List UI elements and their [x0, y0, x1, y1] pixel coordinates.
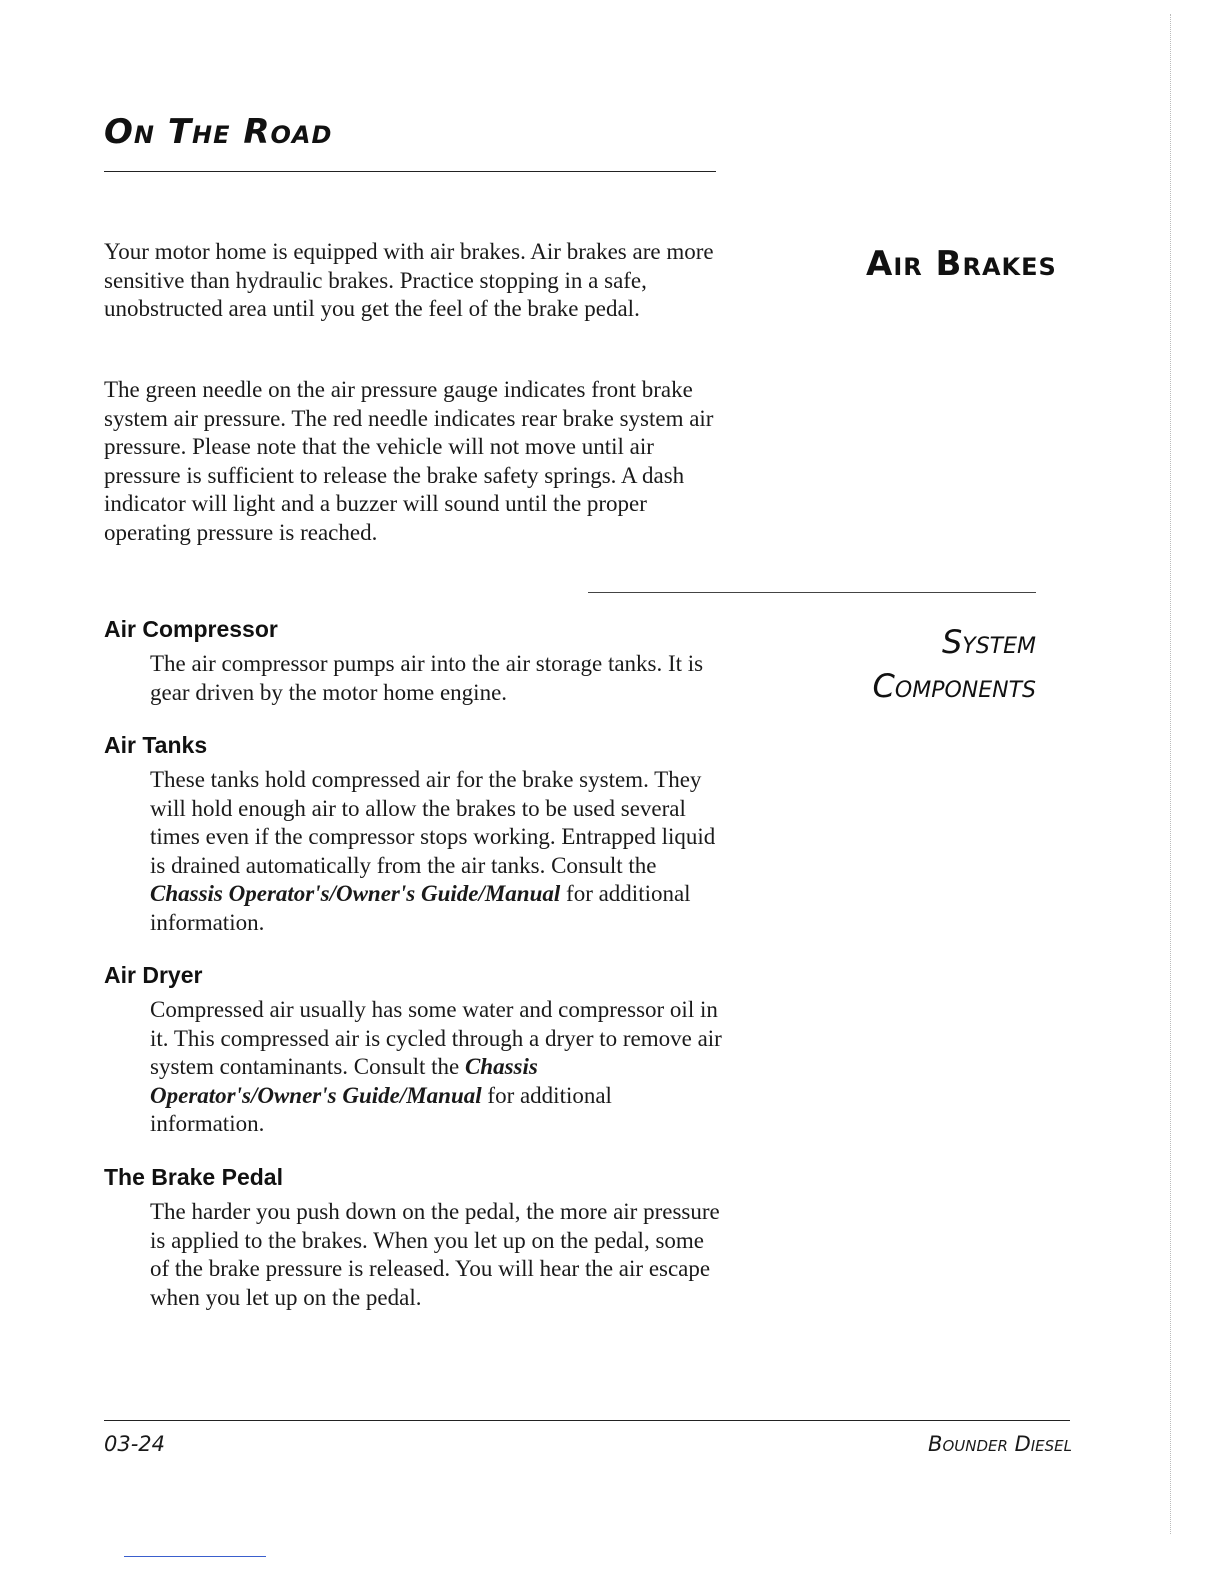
footer-divider: [104, 1420, 1070, 1421]
brake-pedal-body: The harder you push down on the pedal, the more air pressure is applied to the brakes. When you let up on the pedal, some of the brake pressure is released. You will hear the air escape when you let up on the pedal.: [150, 1199, 720, 1310]
air-tanks-body-text: These tanks hold compressed air for the brake system. They will hold enough air to allow the brakes to be used several times even if the compressor stops working. Entrapped liquid is drained automatically from the air tanks. Consult the: [150, 767, 716, 878]
header-divider: [104, 171, 716, 172]
footer-document-title: Bounder Diesel: [928, 1432, 1072, 1456]
air-brakes-paragraph-1: Your motor home is equipped with air brakes. Air brakes are more sensitive than hydraulic brakes. Practice stopping in a safe, unobstructed area until you get the feel of the brake pedal.: [104, 239, 714, 322]
air-compressor-body: The air compressor pumps air into the air storage tanks. It is gear driven by the motor home engine.: [150, 651, 704, 705]
components-heading-line: Components: [872, 667, 1036, 705]
system-heading-line: System: [941, 623, 1036, 661]
section-divider: [588, 592, 1036, 593]
subheading-air-compressor: Air Compressor: [104, 616, 278, 642]
air-dryer-body-text-end: for additional information.: [150, 1082, 612, 1137]
air-dryer-manual-reference: Chassis Operator's/Owner's Guide/Manual: [150, 1054, 538, 1108]
page-header-title: On The Road: [104, 112, 333, 152]
scan-edge-line: [1170, 14, 1172, 1534]
subheading-air-dryer: Air Dryer: [104, 962, 203, 988]
footer-page-number: 03-24: [104, 1432, 166, 1456]
air-brakes-paragraph-2: The green needle on the air pressure gauge indicates front brake system air pressure. The red needle indicates rear brake system air pressure. Please note that the vehicle will not move until air pressure is sufficient to release the brake safety springs. A dash indicator will light and a buzzer will sound until the proper operating pressure is reached.: [104, 377, 714, 545]
air-tanks-body-text-end: for additional information.: [150, 881, 691, 935]
air-tanks-body: [150, 766, 722, 938]
bottom-underline: [124, 1556, 266, 1557]
air-dryer-body-text: Compressed air usually has some water and compressor oil in it. This compressed air is cycled through a dryer to remove air system contaminants. Consult the: [150, 997, 722, 1080]
section-heading-air-brakes: Air Brakes: [866, 244, 1057, 284]
section-heading-system-components: [873, 620, 1036, 708]
subheading-brake-pedal: The Brake Pedal: [104, 1164, 283, 1190]
subheading-air-tanks: Air Tanks: [104, 732, 208, 758]
air-dryer-body: [150, 996, 722, 1139]
air-tanks-manual-reference: Chassis Operator's/Owner's Guide/Manual: [150, 881, 561, 907]
